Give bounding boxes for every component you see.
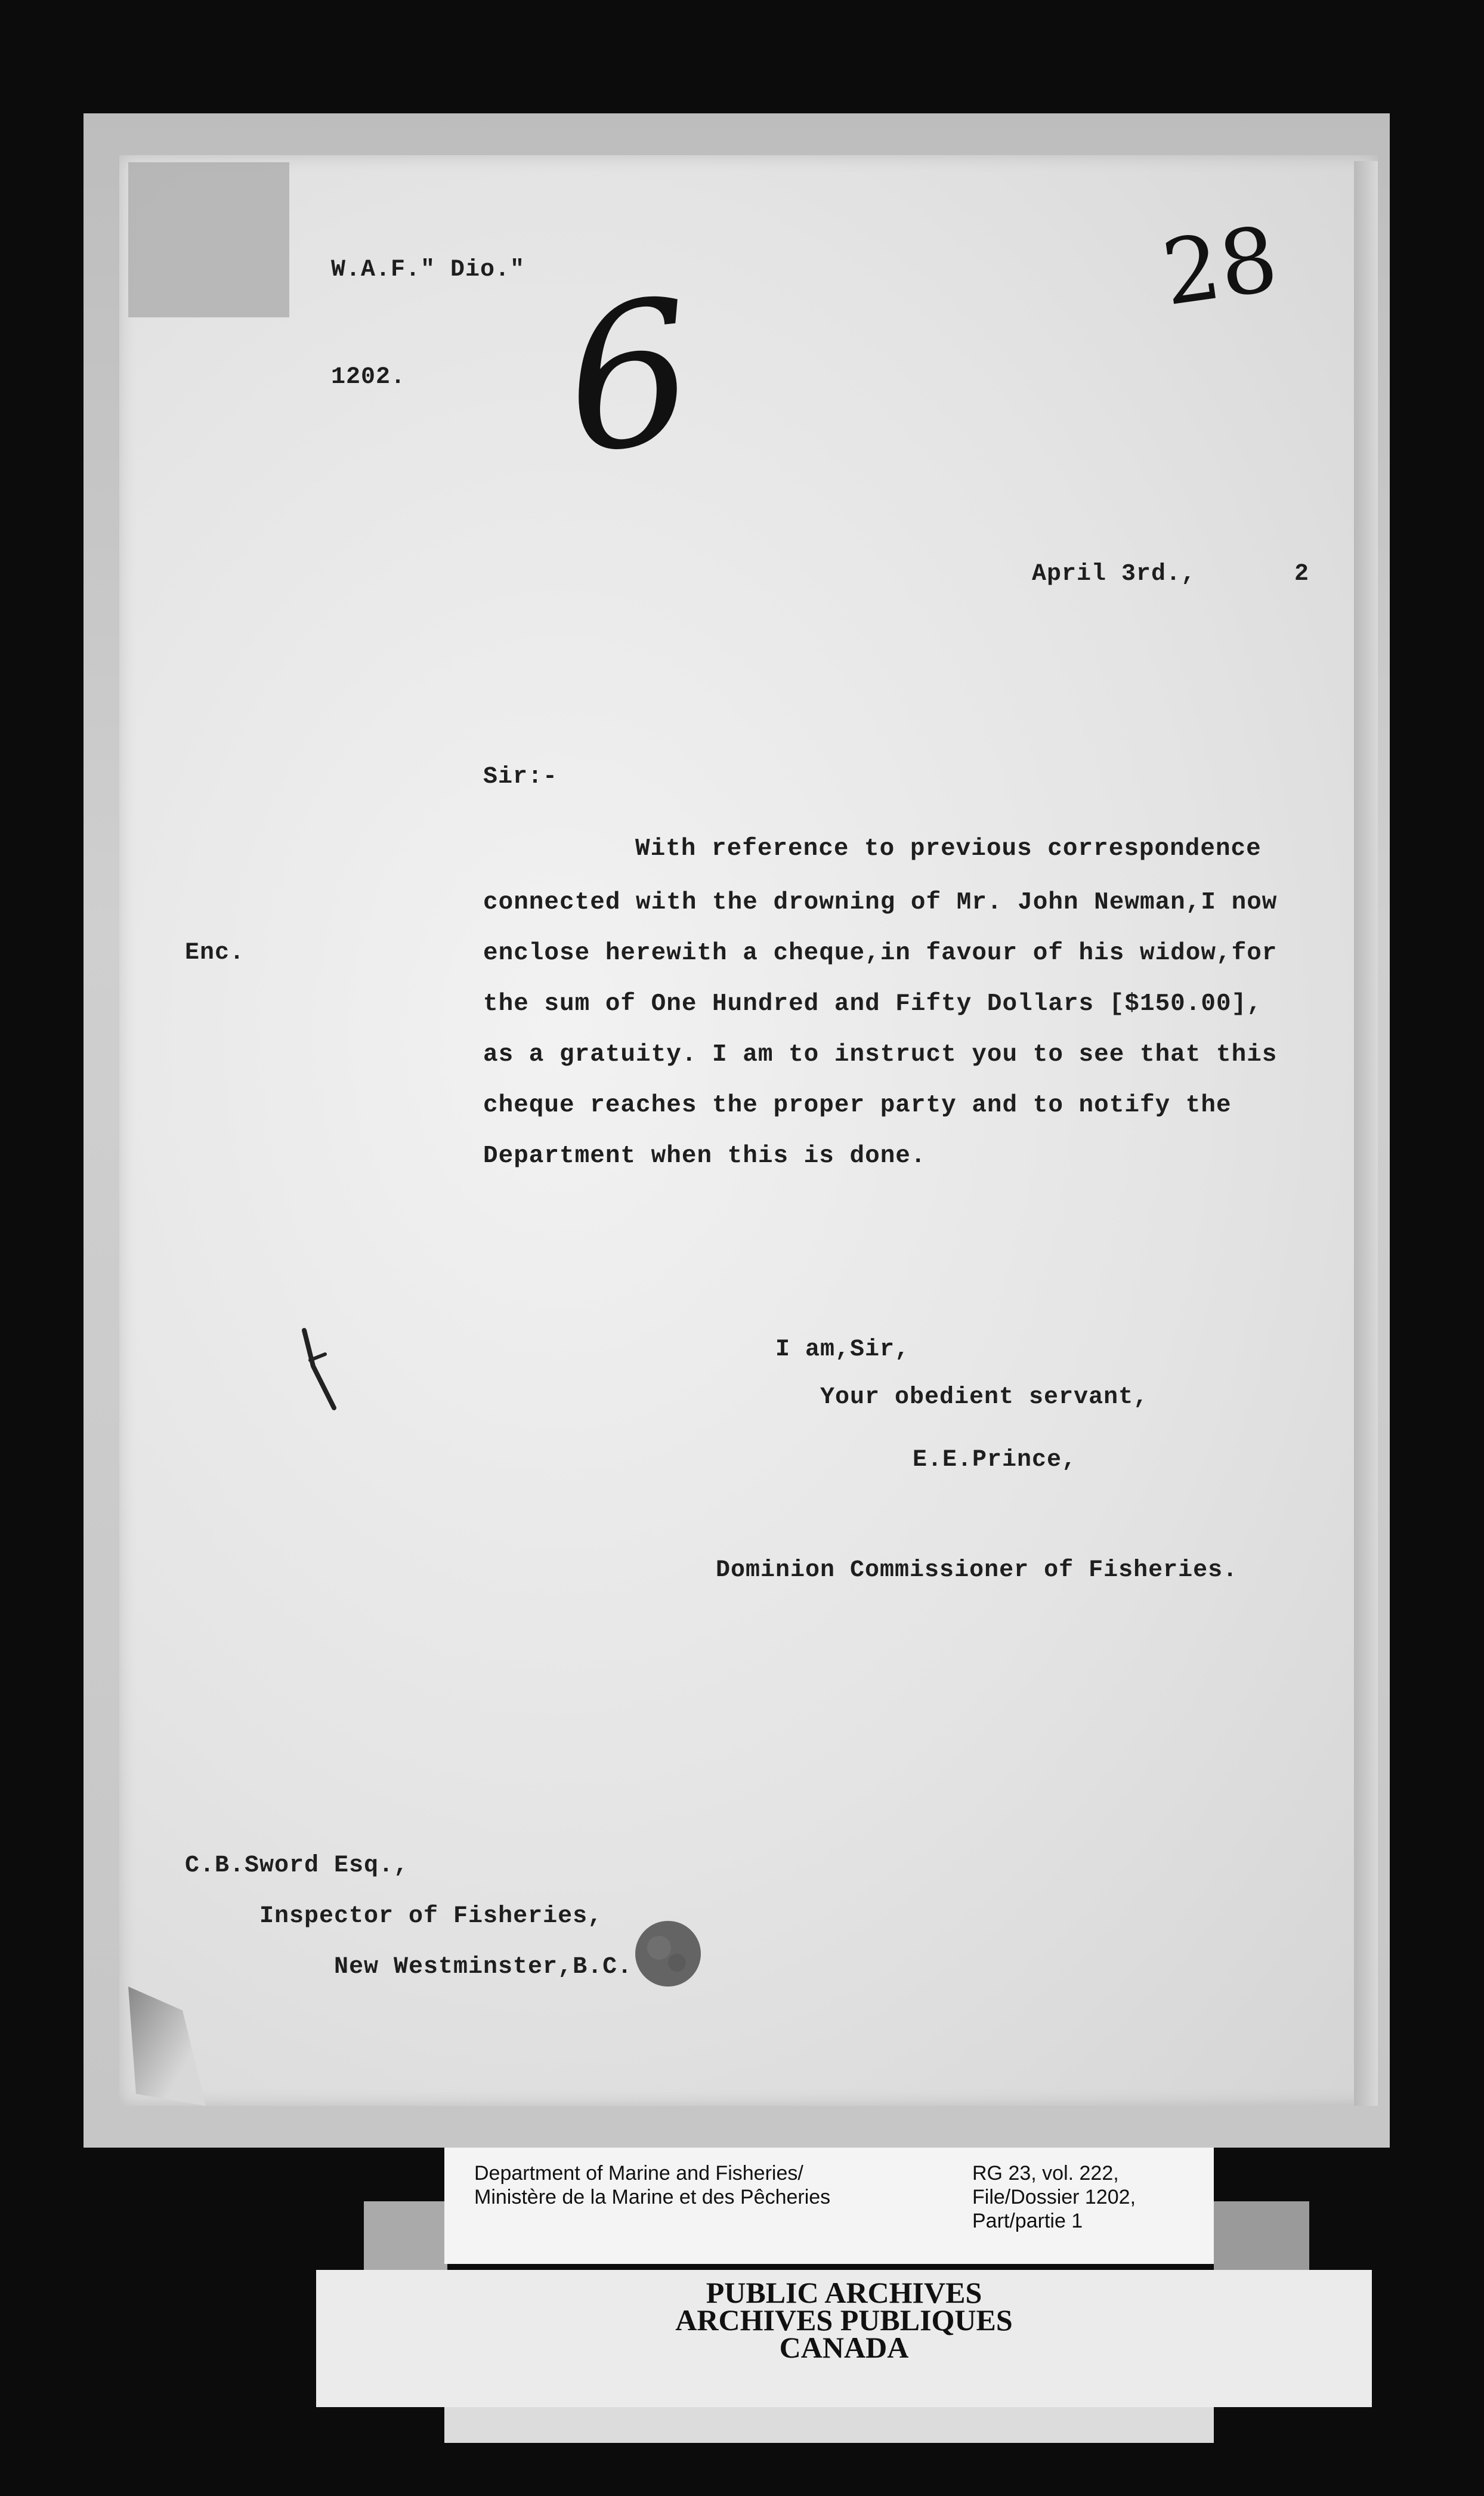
file-dossier: File/Dossier 1202, [972, 2186, 1136, 2208]
letter-sheet [119, 155, 1378, 2106]
recipient-name: C.B.Sword Esq., [185, 1852, 409, 1879]
body-line: cheque reaches the proper party and to notify the [483, 1092, 1232, 1119]
recipient-title: Inspector of Fisheries, [259, 1903, 603, 1930]
body-line: With reference to previous correspondence [635, 835, 1262, 863]
recipient-address: New Westminster,B.C. [334, 1954, 633, 1981]
letter-date: April 3rd., [1032, 561, 1197, 588]
corner-fold [128, 162, 289, 317]
signature-name: E.E.Prince, [913, 1447, 1077, 1473]
body-line: the sum of One Hundred and Fifty Dollars [$150.00], [483, 990, 1262, 1018]
closing-line: I am,Sir, [775, 1336, 910, 1363]
handwritten-folio: 28 [1156, 207, 1284, 326]
pencil-tick-icon [292, 1324, 346, 1414]
archives-french: ARCHIVES PUBLIQUES [675, 2303, 1013, 2337]
label-clip-right [1214, 2201, 1309, 2273]
record-group: RG 23, vol. 222, [972, 2162, 1119, 2185]
part-partie: Part/partie 1 [972, 2210, 1083, 2232]
signer-title: Dominion Commissioner of Fisheries. [716, 1557, 1238, 1584]
label-bottom-strip [444, 2407, 1214, 2443]
archives-country: CANADA [779, 2331, 909, 2364]
handwritten-numeral: 6 [555, 257, 704, 498]
archives-english: PUBLIC ARCHIVES [706, 2276, 982, 2309]
label-clip-left [364, 2201, 447, 2273]
body-line: Department when this is done. [483, 1142, 926, 1170]
body-line: enclose herewith a cheque,in favour of his widow,for [483, 940, 1278, 967]
department-english: Department of Marine and Fisheries/ [474, 2162, 803, 2185]
file-number: 1202. [331, 364, 406, 391]
header-reference: W.A.F." Dio." [331, 257, 525, 283]
sheet-edge [1354, 161, 1378, 2106]
enclosure-note: Enc. [185, 940, 245, 966]
body-line: as a gratuity. I am to instruct you to see that this [483, 1041, 1278, 1068]
department-french: Ministère de la Marine et des Pêcheries [474, 2186, 831, 2208]
stamp-blot-icon [629, 1915, 707, 1993]
salutation: Sir:- [483, 764, 558, 790]
letter-year: 2 [1294, 561, 1310, 588]
closing-line: Your obedient servant, [820, 1384, 1149, 1411]
body-line: connected with the drowning of Mr. John Newman,I now [483, 889, 1278, 916]
